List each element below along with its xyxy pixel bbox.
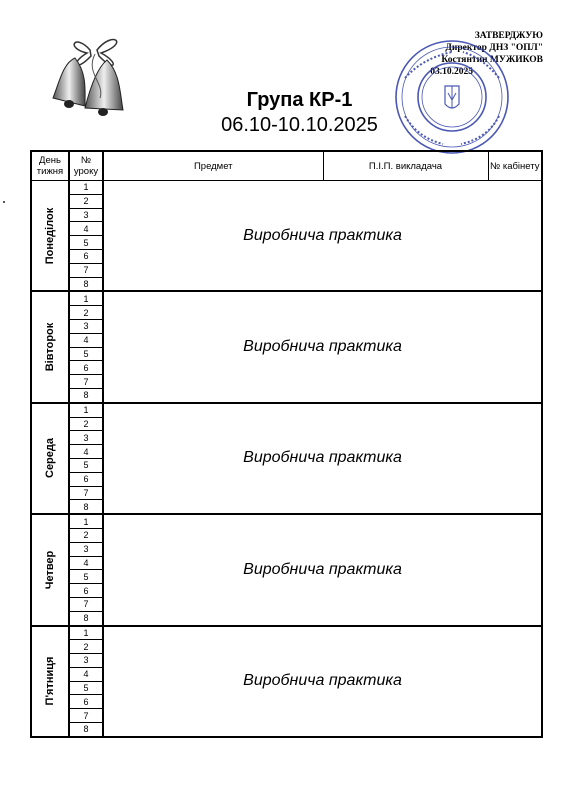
lesson-number: 8 <box>69 611 103 625</box>
lesson-number: 3 <box>69 654 103 668</box>
lesson-number: 5 <box>69 347 103 361</box>
day-label: П'ятниця <box>44 656 56 706</box>
approval-position: Директор ДНЗ "ОПЛ" <box>445 43 543 53</box>
lesson-number: 8 <box>69 277 103 291</box>
lesson-number: 2 <box>69 306 103 320</box>
lesson-number: 6 <box>69 472 103 486</box>
lesson-number: 1 <box>69 181 103 195</box>
day-cell <box>31 403 69 514</box>
day-label: Четвер <box>44 550 56 590</box>
subject-text: Виробнича практика <box>243 226 402 244</box>
lesson-number: 6 <box>69 361 103 375</box>
lesson-number: 7 <box>69 486 103 500</box>
lesson-number: 1 <box>69 291 103 305</box>
group-title: Група КР-1 <box>246 89 353 111</box>
lesson-number: 3 <box>69 208 103 222</box>
lesson-number: 1 <box>69 626 103 640</box>
lesson-number: 6 <box>69 249 103 263</box>
subject-cell <box>103 403 542 514</box>
table-row <box>31 626 542 640</box>
subject-text: Виробнича практика <box>243 560 402 578</box>
lesson-number: 5 <box>69 681 103 695</box>
lesson-number: 4 <box>69 556 103 570</box>
lesson-number: 6 <box>69 695 103 709</box>
lesson-number: 4 <box>69 333 103 347</box>
lesson-number: 1 <box>69 514 103 528</box>
lesson-number: 2 <box>69 417 103 431</box>
approval-date: 03.10.2025 <box>430 67 473 77</box>
header-subject: Предмет <box>103 151 323 181</box>
header-teacher: П.І.П. викладача <box>323 151 488 181</box>
day-label: Вівторок <box>44 322 56 372</box>
day-cell <box>31 291 69 402</box>
lesson-number: 2 <box>69 640 103 654</box>
table-header-row <box>31 151 542 181</box>
lesson-number: 5 <box>69 236 103 250</box>
lesson-number: 5 <box>69 570 103 584</box>
lesson-number: 7 <box>69 597 103 611</box>
lesson-number: 8 <box>69 500 103 514</box>
day-label: Середа <box>44 438 56 479</box>
approval-heading: ЗАТВЕРДЖУЮ <box>474 31 543 41</box>
header-lesson: № уроку <box>69 151 103 181</box>
table-row <box>31 403 542 417</box>
lesson-number: 1 <box>69 403 103 417</box>
lesson-number: 7 <box>69 709 103 723</box>
day-label: Понеділок <box>44 207 56 264</box>
lesson-number: 8 <box>69 388 103 402</box>
schedule-table <box>30 150 543 738</box>
subject-text: Виробнича практика <box>243 672 402 690</box>
speck <box>3 201 5 203</box>
lesson-number: 2 <box>69 194 103 208</box>
day-cell <box>31 626 69 737</box>
lesson-number: 3 <box>69 542 103 556</box>
subject-cell <box>103 291 542 402</box>
table-row <box>31 291 542 305</box>
lesson-number: 7 <box>69 375 103 389</box>
table-row <box>31 514 542 528</box>
subject-cell <box>103 181 542 292</box>
subject-text: Виробнича практика <box>243 449 402 467</box>
schedule-title <box>0 88 573 138</box>
lesson-number: 3 <box>69 319 103 333</box>
table-row <box>31 181 542 195</box>
lesson-number: 8 <box>69 723 103 737</box>
lesson-number: 4 <box>69 667 103 681</box>
lesson-number: 4 <box>69 445 103 459</box>
lesson-number: 3 <box>69 431 103 445</box>
subject-cell <box>103 514 542 625</box>
subject-text: Виробнича практика <box>243 338 402 356</box>
date-range: 06.10-10.10.2025 <box>221 114 378 136</box>
lesson-number: 2 <box>69 528 103 542</box>
lesson-number: 6 <box>69 584 103 598</box>
lesson-number: 7 <box>69 263 103 277</box>
lesson-number: 5 <box>69 458 103 472</box>
header-day: День тижня <box>31 151 69 181</box>
header-room: № кабінету <box>488 151 542 181</box>
lesson-number: 4 <box>69 222 103 236</box>
subject-cell <box>103 626 542 737</box>
approval-name: Костянтин МУЖИКОВ <box>441 55 543 65</box>
day-cell <box>31 514 69 625</box>
day-cell <box>31 181 69 292</box>
